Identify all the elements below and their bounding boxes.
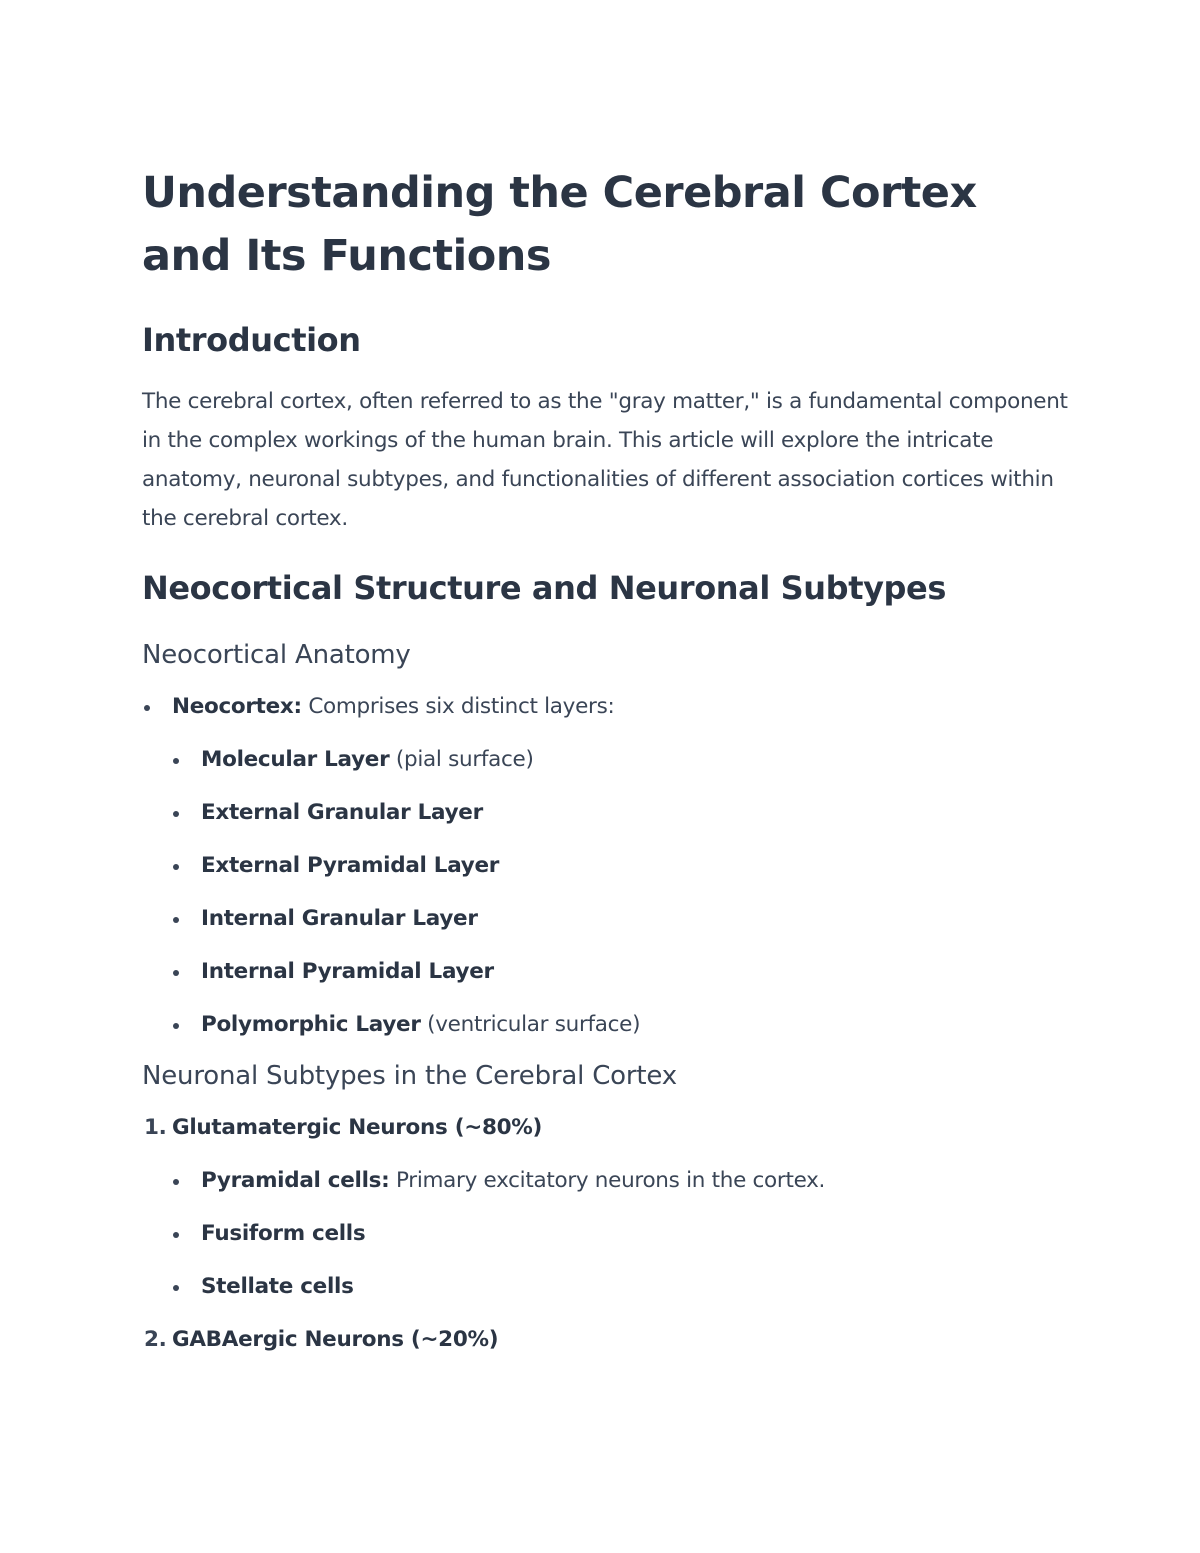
- neuronal-subtypes-heading: Neuronal Subtypes in the Cerebral Cortex: [142, 1061, 677, 1091]
- bullet-icon: [173, 811, 179, 817]
- layer-note: (ventricular surface): [420, 1012, 641, 1037]
- bullet-icon: [173, 1179, 179, 1185]
- cell-description: Primary excitatory neurons in the cortex.: [389, 1168, 826, 1193]
- neuron-type-label: Glutamatergic Neurons (~80%): [172, 1115, 543, 1140]
- bullet-icon: [173, 917, 179, 923]
- cell-name: Fusiform cells: [201, 1221, 366, 1246]
- anatomy-list: [142, 692, 1072, 1040]
- numbered-item-glutamatergic: [142, 1113, 1072, 1302]
- layer-note: (pial surface): [389, 747, 534, 772]
- layer-item: [142, 745, 1072, 775]
- layer-item: [142, 798, 1072, 828]
- cell-name: Stellate cells: [201, 1274, 354, 1299]
- bullet-icon: [173, 758, 179, 764]
- neuron-type-label: GABAergic Neurons (~20%): [172, 1327, 499, 1352]
- layer-item: [142, 957, 1072, 987]
- document-title: Understanding the Cerebral Cortex and Its Functions: [142, 168, 977, 281]
- layer-name: Polymorphic Layer: [201, 1012, 421, 1037]
- list-item-neocortex: [142, 692, 1072, 1040]
- list-number: 2.: [144, 1327, 167, 1352]
- layer-item: [142, 851, 1072, 881]
- introduction-heading: Introduction: [142, 321, 361, 359]
- document-page: [142, 162, 1072, 1355]
- layer-item: [142, 1010, 1072, 1040]
- neocortical-anatomy-heading: Neocortical Anatomy: [142, 640, 411, 670]
- layer-name: Internal Granular Layer: [201, 906, 478, 931]
- neocortex-term: Neocortex:: [172, 694, 302, 719]
- cell-item: [142, 1166, 1072, 1196]
- bullet-icon: [173, 1285, 179, 1291]
- bullet-icon: [173, 1232, 179, 1238]
- layers-list: [142, 745, 1072, 1040]
- cell-name: Pyramidal cells:: [201, 1168, 390, 1193]
- introduction-paragraph: The cerebral cortex, often referred to as the "gray matter," is a fundamental component in the complex workings of the human brain. This article will explore the intricate anatomy, neuronal subtypes, and functionalities of different association cortices within the cerebral cortex.: [142, 389, 1068, 531]
- numbered-item-gabaergic: [142, 1325, 1072, 1355]
- layer-name: Molecular Layer: [201, 747, 390, 772]
- neocortex-description: Comprises six distinct layers:: [301, 694, 615, 719]
- bullet-icon: [173, 864, 179, 870]
- cell-item: [142, 1219, 1072, 1249]
- neocortical-structure-heading: Neocortical Structure and Neuronal Subtypes: [142, 569, 947, 607]
- layer-name: External Pyramidal Layer: [201, 853, 500, 878]
- bullet-icon: [173, 970, 179, 976]
- layer-name: External Granular Layer: [201, 800, 483, 825]
- layer-name: Internal Pyramidal Layer: [201, 959, 494, 984]
- neuron-list: [142, 1113, 1072, 1355]
- list-number: 1.: [144, 1115, 167, 1140]
- layer-item: [142, 904, 1072, 934]
- bullet-icon: [144, 705, 150, 711]
- cell-item: [142, 1272, 1072, 1302]
- glutamatergic-cell-list: [142, 1166, 1072, 1302]
- bullet-icon: [173, 1023, 179, 1029]
